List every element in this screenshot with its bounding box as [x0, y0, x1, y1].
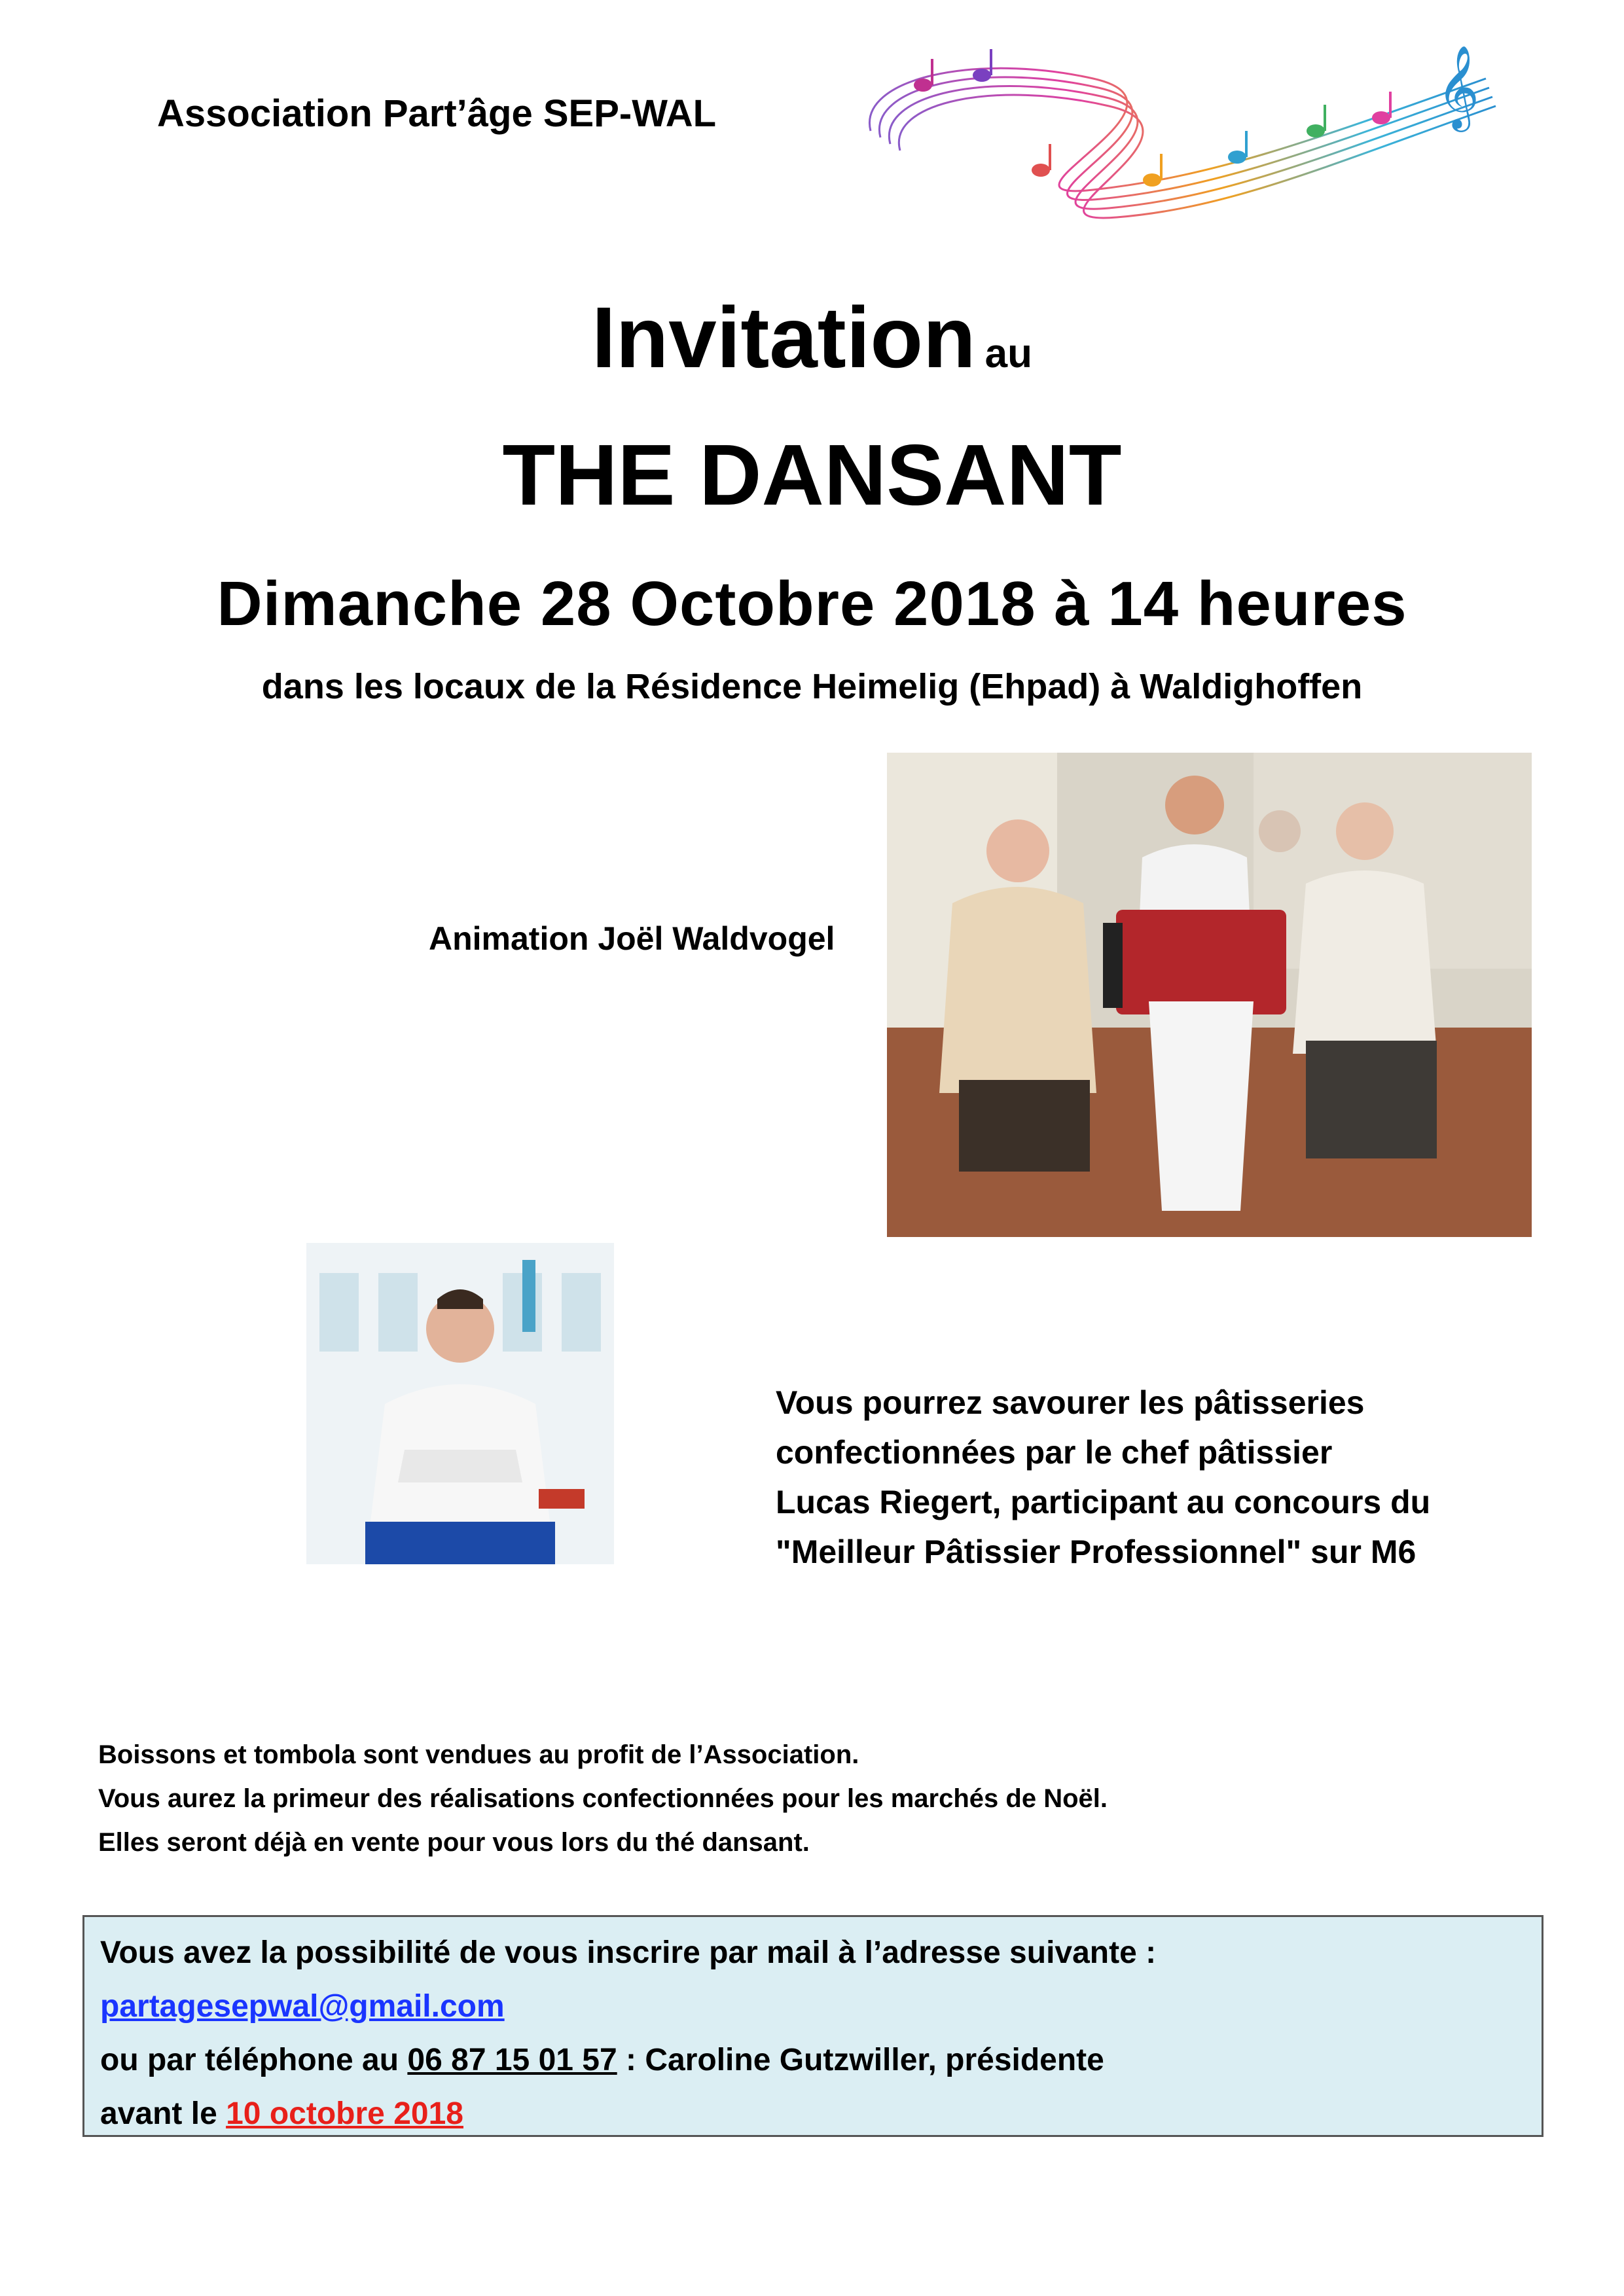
- accordion-photo: [887, 753, 1532, 1237]
- organization-name: Association Part’âge SEP-WAL: [157, 92, 717, 135]
- deadline-date: 10 octobre 2018: [226, 2096, 463, 2131]
- signup-intro: Vous avez la possibilité de vous inscrire par mail à l’adresse suivante :: [100, 1935, 1157, 1970]
- chef-photo: [306, 1234, 614, 1564]
- pastry-line: "Meilleur Pâtissier Professionnel" sur M6: [776, 1534, 1416, 1570]
- phone-number: 06 87 15 01 57: [407, 2043, 617, 2077]
- phone-line: [100, 2034, 1542, 2087]
- info-paragraph: [98, 1733, 1108, 1865]
- deadline-prefix: avant le: [100, 2096, 217, 2131]
- phone-suffix: : Caroline Gutzwiller, présidente: [626, 2043, 1104, 2077]
- deadline-line: [100, 2087, 1542, 2141]
- event-title: THE DANSANT: [502, 427, 1122, 523]
- music-notes-logo: [844, 39, 1506, 229]
- svg-text:𝄞: 𝄞: [1437, 45, 1480, 128]
- info-line: Boissons et tombola sont vendues au profit de l’Association.: [98, 1740, 859, 1769]
- pastry-line: Lucas Riegert, participant au concours du: [776, 1484, 1431, 1520]
- email-link[interactable]: partagesepwal@gmail.com: [100, 1989, 505, 2024]
- title-line: [0, 288, 1624, 387]
- info-line: Elles seront déjà en vente pour vous lors du thé dansant.: [98, 1828, 810, 1857]
- info-line: Vous aurez la primeur des réalisations confectionnées pour les marchés de Noël.: [98, 1784, 1108, 1813]
- pastry-description: [776, 1378, 1430, 1577]
- event-date: Dimanche 28 Octobre 2018 à 14 heures: [217, 569, 1407, 639]
- event-location: dans les locaux de la Résidence Heimelig (Ehpad) à Waldighoffen: [261, 667, 1363, 706]
- phone-prefix: ou par téléphone au: [100, 2043, 399, 2077]
- signup-box: [82, 1915, 1543, 2137]
- invitation-title-suffix: au: [984, 331, 1032, 376]
- pastry-line: Vous pourrez savourer les pâtisseries: [776, 1384, 1365, 1421]
- animation-label: Animation Joël Waldvogel: [429, 920, 835, 957]
- pastry-line: confectionnées par le chef pâtissier: [776, 1434, 1333, 1471]
- invitation-title: Invitation: [591, 289, 976, 386]
